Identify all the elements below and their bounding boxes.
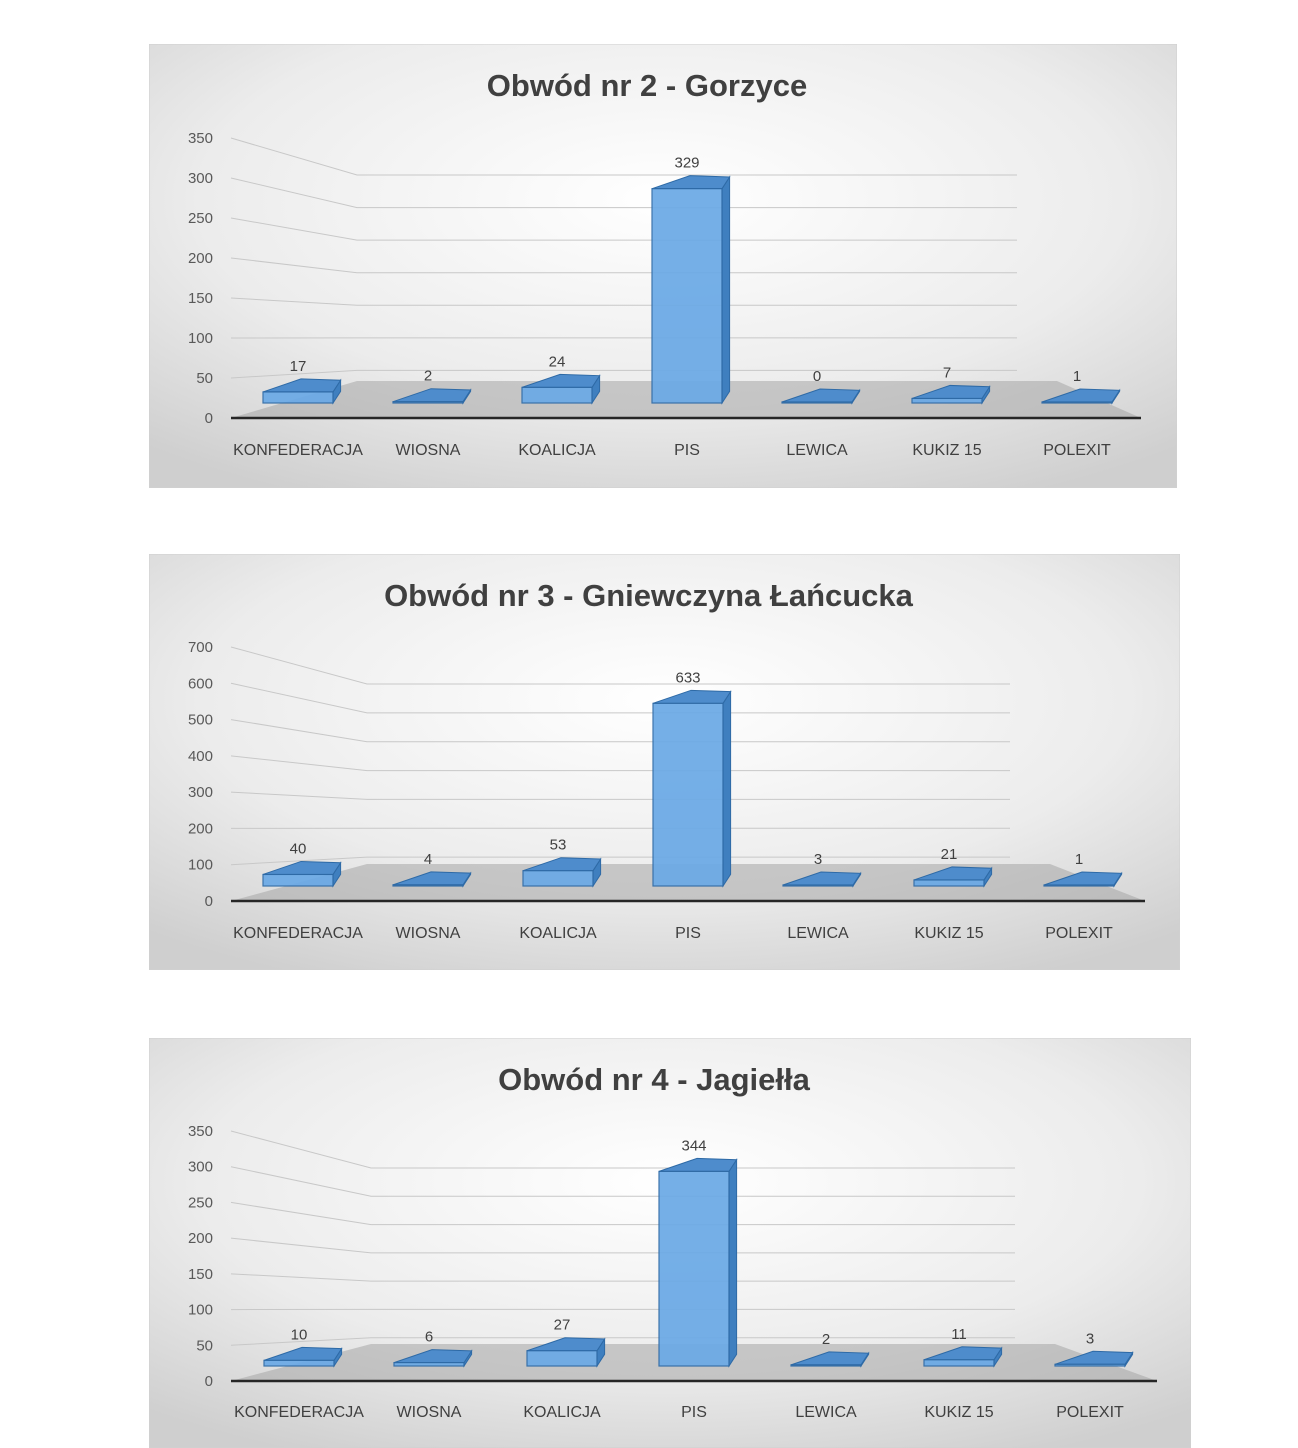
bar xyxy=(394,1363,464,1366)
data-label: 0 xyxy=(812,368,822,385)
bar xyxy=(393,402,463,403)
data-label: 27 xyxy=(553,1316,571,1334)
data-label: 6 xyxy=(424,1328,434,1346)
bar xyxy=(914,880,984,886)
data-label: 344 xyxy=(681,1137,707,1155)
chart-2 xyxy=(149,554,1180,970)
x-tick-label: KOALICJA xyxy=(519,925,597,942)
x-tick-label: LEWICA xyxy=(795,1404,857,1421)
chart-title: Obwód nr 2 - Gorzyce xyxy=(486,68,808,103)
y-tick-label: 200 xyxy=(187,820,213,838)
y-tick-label: 700 xyxy=(187,639,213,656)
y-tick-label: 250 xyxy=(187,210,213,227)
bar xyxy=(791,1365,861,1366)
x-tick-label: POLEXIT xyxy=(1045,925,1113,942)
y-tick-label: 100 xyxy=(187,330,213,347)
data-label: 2 xyxy=(821,1330,831,1348)
bar xyxy=(264,1360,334,1366)
chart-title: Obwód nr 3 - Gniewczyna Łańcucka xyxy=(384,578,913,613)
bar-side xyxy=(723,692,731,886)
x-tick-label: KOALICJA xyxy=(523,1404,601,1421)
chart-title: Obwód nr 4 - Jagiełła xyxy=(498,1062,810,1097)
x-tick-label: WIOSNA xyxy=(395,442,461,459)
x-tick-label: KOALICJA xyxy=(518,442,596,459)
bar xyxy=(652,189,722,403)
data-label: 3 xyxy=(1085,1330,1095,1348)
y-tick-label: 250 xyxy=(187,1194,213,1212)
bar xyxy=(393,885,463,886)
data-label: 2 xyxy=(423,367,433,385)
bar xyxy=(263,392,333,403)
y-tick-label: 0 xyxy=(204,1373,213,1390)
data-label: 24 xyxy=(548,353,566,371)
chart-panel-1 xyxy=(149,44,1177,488)
data-label: 17 xyxy=(289,357,307,375)
y-tick-label: 50 xyxy=(196,1337,213,1355)
data-label: 7 xyxy=(942,364,952,382)
chart-panel-2 xyxy=(149,554,1180,970)
x-tick-label: KONFEDERACJA xyxy=(234,1404,364,1421)
data-label: 1 xyxy=(1072,368,1082,385)
data-label: 3 xyxy=(813,851,823,868)
bar xyxy=(263,874,333,886)
y-tick-label: 200 xyxy=(187,1230,213,1248)
y-tick-label: 500 xyxy=(187,711,213,729)
y-tick-label: 350 xyxy=(187,130,213,147)
data-label: 21 xyxy=(940,845,958,863)
x-tick-label: WIOSNA xyxy=(395,925,461,942)
x-tick-label: PIS xyxy=(674,442,700,459)
chart-panel-3 xyxy=(149,1038,1191,1448)
data-label: 1 xyxy=(1074,851,1084,868)
data-label: 4 xyxy=(423,850,433,868)
x-tick-label: PIS xyxy=(681,1404,707,1421)
y-tick-label: 150 xyxy=(187,1265,213,1283)
bar xyxy=(912,398,982,403)
y-tick-label: 300 xyxy=(187,784,213,802)
bar xyxy=(782,402,852,403)
data-label: 40 xyxy=(289,840,307,858)
y-tick-label: 0 xyxy=(204,410,213,427)
x-tick-label: KUKIZ 15 xyxy=(924,1404,994,1421)
bar xyxy=(653,703,723,886)
bar xyxy=(523,871,593,886)
y-tick-label: 300 xyxy=(187,1158,213,1176)
y-tick-label: 300 xyxy=(187,170,213,187)
x-tick-label: KUKIZ 15 xyxy=(914,925,984,942)
chart-3 xyxy=(149,1038,1191,1448)
data-label: 10 xyxy=(290,1326,308,1344)
y-tick-label: 600 xyxy=(187,675,213,693)
y-tick-label: 50 xyxy=(196,370,213,387)
y-tick-label: 200 xyxy=(187,250,213,267)
bar xyxy=(1042,402,1112,403)
x-tick-label: WIOSNA xyxy=(396,1404,462,1421)
y-tick-label: 100 xyxy=(187,1301,213,1319)
bar xyxy=(1044,885,1114,886)
data-label: 329 xyxy=(674,154,700,172)
bar xyxy=(527,1351,597,1366)
x-tick-label: KONFEDERACJA xyxy=(233,442,363,459)
x-tick-label: KONFEDERACJA xyxy=(233,925,363,942)
y-tick-label: 100 xyxy=(187,856,213,874)
bar xyxy=(522,387,592,403)
y-tick-label: 400 xyxy=(187,747,213,765)
data-label: 53 xyxy=(549,836,567,854)
bar-side xyxy=(722,177,730,403)
bar xyxy=(783,885,853,886)
bar xyxy=(924,1360,994,1366)
data-label: 633 xyxy=(675,669,701,687)
data-label: 11 xyxy=(951,1325,967,1343)
y-tick-label: 150 xyxy=(187,290,213,307)
x-tick-label: LEWICA xyxy=(786,442,848,459)
chart-1 xyxy=(149,44,1177,488)
x-tick-label: PIS xyxy=(675,925,701,942)
bar xyxy=(1055,1364,1125,1366)
x-tick-label: POLEXIT xyxy=(1056,1404,1124,1421)
y-tick-label: 0 xyxy=(204,893,213,910)
x-tick-label: KUKIZ 15 xyxy=(912,442,982,459)
bar xyxy=(659,1171,729,1366)
x-tick-label: LEWICA xyxy=(787,925,849,942)
bar-side xyxy=(729,1160,737,1366)
y-tick-label: 350 xyxy=(187,1123,213,1140)
x-tick-label: POLEXIT xyxy=(1043,442,1111,459)
